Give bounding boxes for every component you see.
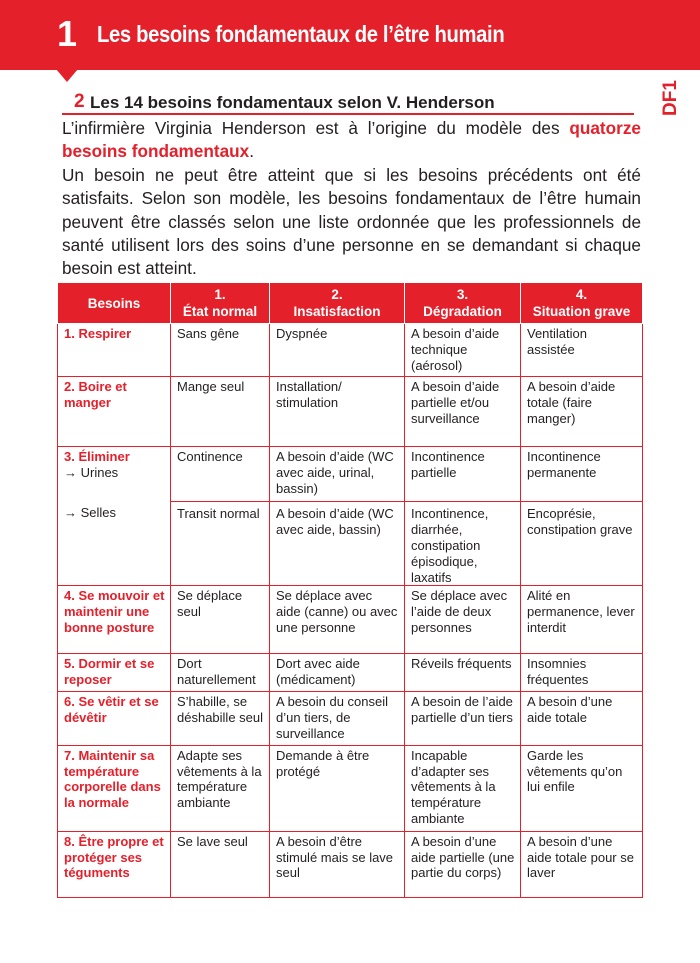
cell-insatisfaction-urines: A besoin d’aide (WC avec aide, urinal, bassin): [276, 449, 394, 496]
cell-normal: S’habille, se déshabille seul: [171, 692, 270, 745]
cell-degradation-selles: Incontinence, diarrhée, constipation épisodique, laxatifs: [411, 506, 489, 585]
header-insatisfaction: [270, 283, 405, 324]
sub-need-selles: → Selles: [64, 504, 117, 520]
cell-insatisfaction: Dort avec aide (médicament): [270, 654, 405, 692]
cell-grave: Alité en permanence, lever interdit: [521, 586, 643, 654]
intro-paragraph-2: Un besoin ne peut être atteint que si les besoins précédents ont été satisfaits. Selon son modèle, les besoins fondamentaux de l’être humain peuvent être classés selon une liste ordonnée que les professionnels de santé utilisent lors des soins d’une personne en se demandant si chaque besoin est atteint.: [62, 164, 641, 279]
header-label: Situation grave: [532, 304, 631, 319]
cell-grave: A besoin d’aide totale (faire manger): [521, 377, 643, 447]
table-row: [58, 377, 643, 447]
need-label: 5. Dormir et se reposer: [58, 654, 171, 692]
cell-degradation: A besoin d’une aide partielle (une partie du corps): [405, 831, 521, 897]
cell-grave: A besoin d’une aide totale: [521, 692, 643, 745]
cell-grave: Ventilation assistée: [521, 324, 643, 377]
section-title: Les 14 besoins fondamentaux selon V. Henderson: [90, 93, 495, 112]
cell-insatisfaction: [270, 447, 405, 586]
intro-text-part: L’infirmière Virginia Henderson est à l’origine du modèle des: [62, 118, 570, 138]
need-label: 3. Éliminer: [64, 449, 130, 465]
table-row: [58, 692, 643, 745]
cell-degradation: Incapable d’adapter ses vêtements à la température ambiante: [405, 745, 521, 831]
need-label: 2. Boire et manger: [58, 377, 171, 447]
intro-text-part: .: [249, 141, 254, 162]
section-side-tab: [644, 70, 700, 120]
cell-normal: [171, 447, 270, 586]
spacer: [64, 481, 166, 505]
need-label: 8. Être propre et protéger ses téguments: [58, 831, 171, 897]
intro-text: [62, 117, 641, 281]
need-label: 6. Se vêtir et se dévêtir: [58, 692, 171, 745]
cell-insatisfaction: A besoin du conseil d’un tiers, de surveillance: [270, 692, 405, 745]
cell-insatisfaction: A besoin d’être stimulé mais se lave seul: [270, 831, 405, 897]
table-row: [58, 745, 643, 831]
cell-degradation: Réveils fréquents: [405, 654, 521, 692]
cell-grave: Insomnies fréquentes: [521, 654, 643, 692]
table-row: [58, 831, 643, 897]
intro-highlight: quatorze besoins fondamentaux: [62, 118, 641, 162]
cell-grave-urines: Incontinence permanente: [527, 449, 601, 481]
header-label: Dégradation: [423, 304, 502, 319]
need-label: 1. Respirer: [58, 324, 171, 377]
table-header-row: [58, 283, 643, 324]
header-number: 3.: [456, 287, 469, 302]
table-row: [58, 654, 643, 692]
chapter-title: Les besoins fondamentaux de l’être humain: [97, 21, 505, 47]
header-degradation: [405, 283, 521, 324]
cell-degradation: Se déplace avec l’aide de deux personnes: [405, 586, 521, 654]
sub-need-urines: → Urines: [64, 465, 119, 481]
cell-insatisfaction: Demande à être protégé: [270, 745, 405, 831]
cell-normal: Mange seul: [171, 377, 270, 447]
cell-normal: Sans gêne: [171, 324, 270, 377]
needs-table: [57, 282, 643, 898]
cell-degradation: A besoin de l’aide partielle d’un tiers: [405, 692, 521, 745]
cell-degradation: A besoin d’aide technique (aérosol): [405, 324, 521, 377]
cell-insatisfaction: Se déplace avec aide (canne) ou avec une personne: [270, 586, 405, 654]
chapter-number: 1: [57, 13, 78, 54]
cell-normal: Se déplace seul: [171, 586, 270, 654]
cell-grave-selles: Encoprésie, constipation grave: [527, 506, 633, 538]
cell-normal: Dort naturellement: [171, 654, 270, 692]
need-label: 4. Se mouvoir et maintenir une bonne posture: [58, 586, 171, 654]
cell-grave: [521, 447, 643, 586]
cell-normal: Se lave seul: [171, 831, 270, 897]
header-situation-grave: [521, 283, 643, 324]
cell-insatisfaction: Installation/ stimulation: [270, 377, 405, 447]
section-number: 2: [74, 91, 85, 112]
header-label: État normal: [182, 304, 258, 319]
cell-insatisfaction-selles: A besoin d’aide (WC avec aide, bassin): [276, 506, 394, 538]
banner-pointer: [56, 69, 78, 82]
cell-normal: Adapte ses vêtements à la température ambiante: [171, 745, 270, 831]
intro-paragraph-1: [62, 117, 641, 164]
header-number: 2.: [331, 287, 343, 302]
cell-normal-selles: Transit normal: [177, 506, 260, 522]
header-label: Insatisfaction: [293, 304, 381, 319]
cell-degradation: [405, 447, 521, 586]
header-number: 4.: [575, 287, 588, 302]
cell-normal-urines: Continence: [177, 449, 243, 465]
table-row: [58, 586, 643, 654]
header-etat-normal: [171, 283, 270, 324]
cell-degradation: A besoin d’aide partielle et/ou surveillance: [405, 377, 521, 447]
cell-degradation-urines: Incontinence partielle: [411, 449, 485, 481]
header-number: 1.: [214, 287, 226, 302]
cell-grave: A besoin d’une aide totale pour se laver: [521, 831, 643, 897]
table-row: [58, 447, 643, 586]
section-heading: [62, 91, 634, 115]
need-label: 7. Maintenir sa température corporelle dans la normale: [58, 745, 171, 831]
header-besoins: [58, 283, 171, 324]
side-tab-label: DF1: [660, 80, 681, 116]
cell-insatisfaction: Dyspnée: [270, 324, 405, 377]
chapter-banner: [0, 0, 700, 70]
header-label: Besoins: [87, 295, 141, 311]
cell-grave: Garde les vêtements qu’on lui enfile: [521, 745, 643, 831]
table-row: [58, 324, 643, 377]
need-label-eliminer: [58, 447, 171, 586]
